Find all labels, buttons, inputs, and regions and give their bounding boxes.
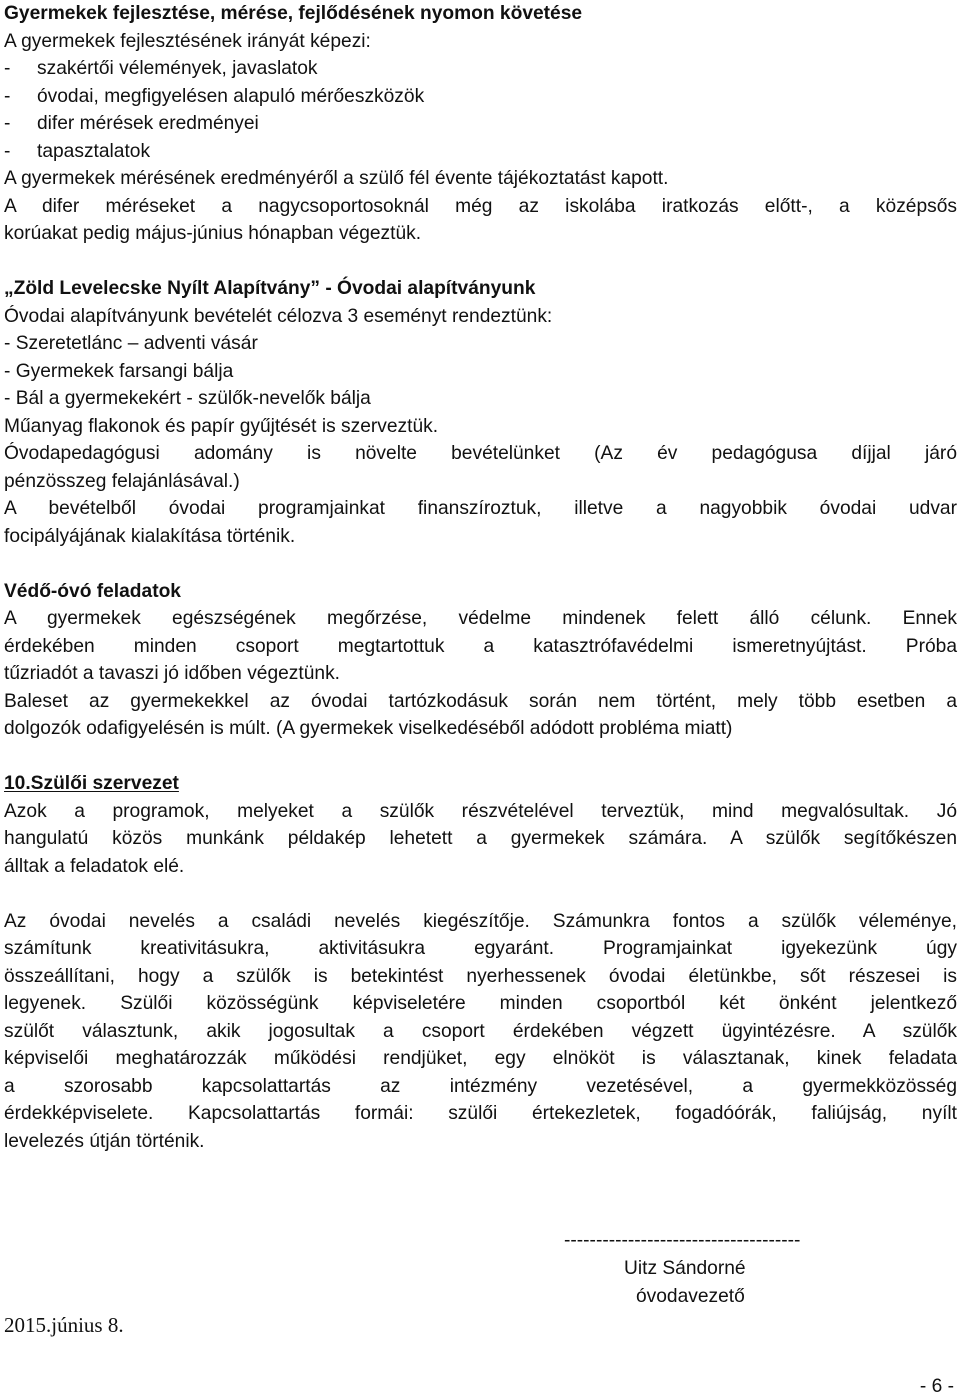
paragraph-line: tűzriadót a tavaszi jó időben végeztünk. bbox=[4, 663, 340, 684]
signature-line: ------------------------------------- bbox=[564, 1230, 801, 1251]
list-item: - óvodai, megfigyelésen alapuló mérőeszközök bbox=[4, 85, 425, 107]
paragraph-line: számítunk kreativitásukra, aktivitásukra egyaránt. Programjainkat igyekezünk úgy bbox=[4, 938, 957, 959]
paragraph-line: hangulatú közös munkánk példakép lehetett a gyermekek számára. A szülők segítőkészen bbox=[4, 828, 957, 849]
paragraph-line: Óvodapedagógusi adomány is növelte bevételünket (Az év pedagógusa díjjal járó bbox=[4, 443, 957, 464]
document-page bbox=[4, 0, 957, 1155]
paragraph-line: focipályájának kialakítása történik. bbox=[4, 525, 296, 547]
paragraph-line: érdekében minden csoport megtartottuk a katasztrófavédelmi ismeretnyújtást. Próba bbox=[4, 635, 957, 657]
list-item: - difer mérések eredményei bbox=[4, 113, 259, 134]
paragraph-line: dolgozók odafigyelésén is múlt. (A gyermekek viselkedéséből adódott probléma miatt) bbox=[4, 718, 733, 739]
paragraph: Óvodai alapítványunk bevételét célozva 3 eseményt rendeztünk: bbox=[4, 305, 553, 327]
paragraph-line: érdekképviselete. Kapcsolattartás formái: szülői értekezletek, fogadóórák, faliújság, nyílt bbox=[4, 1103, 957, 1124]
list-item: - Bál a gyermekekért - szülők-nevelők bálja bbox=[4, 388, 371, 409]
section-title-foundation: „Zöld Levelecske Nyílt Alapítvány” - Óvodai alapítványunk bbox=[4, 278, 536, 299]
list-item: - Szeretetlánc – adventi vásár bbox=[4, 333, 258, 354]
paragraph-line: legyenek. Szülői közösségünk képviseletére minden csoportból két önként jelentkező bbox=[4, 993, 957, 1014]
section-title-parents-org: 10.Szülői szervezet bbox=[4, 773, 179, 794]
paragraph-line: képviselői meghatározzák működési rendjüket, egy elnököt is választanak, kinek feladata bbox=[4, 1048, 957, 1069]
paragraph-line: a szorosabb kapcsolattartás az intézmény vezetésével, a gyermekközösség bbox=[4, 1075, 957, 1097]
paragraph-line: Az óvodai nevelés a családi nevelés kiegészítője. Számunkra fontos a szülők véleménye, bbox=[4, 910, 957, 932]
paragraph-line: A bevételből óvodai programjainkat finanszíroztuk, illetve a nagyobbik óvodai udvar bbox=[4, 498, 957, 519]
signatory-role: óvodavezető bbox=[636, 1286, 745, 1307]
paragraph-line: A gyermekek egészségének megőrzése, védelme mindenek felett álló célunk. Ennek bbox=[4, 608, 957, 629]
paragraph-line: korúakat pedig május-június hónapban végeztük. bbox=[4, 223, 422, 244]
list-item: - tapasztalatok bbox=[4, 140, 151, 162]
paragraph-line: szülőt választunk, akik jogosultak a csoport érdekében végzett ügyintézésre. A szülők bbox=[4, 1020, 957, 1042]
paragraph: A gyermekek mérésének eredményéről a szülő fél évente tájékoztatást kapott. bbox=[4, 168, 669, 189]
section-title-protection: Védő-óvó feladatok bbox=[4, 580, 181, 602]
list-item: - Gyermekek farsangi bálja bbox=[4, 360, 234, 382]
signatory-name: Uitz Sándorné bbox=[624, 1258, 746, 1279]
paragraph-line: összeállítani, hogy a szülők is betekintést nyerhessenek óvodai életünkbe, sőt részesei is bbox=[4, 965, 957, 987]
paragraph-line: A difer méréseket a nagycsoportosoknál még az iskolába iratkozás előtt-, a középsős bbox=[4, 195, 957, 217]
document-date: 2015.június 8. bbox=[4, 1313, 124, 1337]
paragraph: Műanyag flakonok és papír gyűjtését is szerveztük. bbox=[4, 415, 439, 437]
paragraph: A gyermekek fejlesztésének irányát képezi: bbox=[4, 30, 371, 52]
paragraph-line: pénzösszeg felajánlásával.) bbox=[4, 470, 240, 492]
list-item: - szakértői vélemények, javaslatok bbox=[4, 58, 318, 79]
page-number: - 6 - bbox=[919, 1376, 954, 1397]
paragraph-line: Baleset az gyermekekkel az óvodai tartózkodásuk során nem történt, mely több esetben a bbox=[4, 690, 957, 712]
paragraph-line: álltak a feladatok elé. bbox=[4, 855, 185, 877]
paragraph-line: levelezés útján történik. bbox=[4, 1130, 205, 1152]
section-title-development: Gyermekek fejlesztése, mérése, fejlődésének nyomon követése bbox=[4, 3, 583, 24]
paragraph-line: Azok a programok, melyeket a szülők részvételével terveztük, mind megvalósultak. Jó bbox=[4, 800, 957, 822]
